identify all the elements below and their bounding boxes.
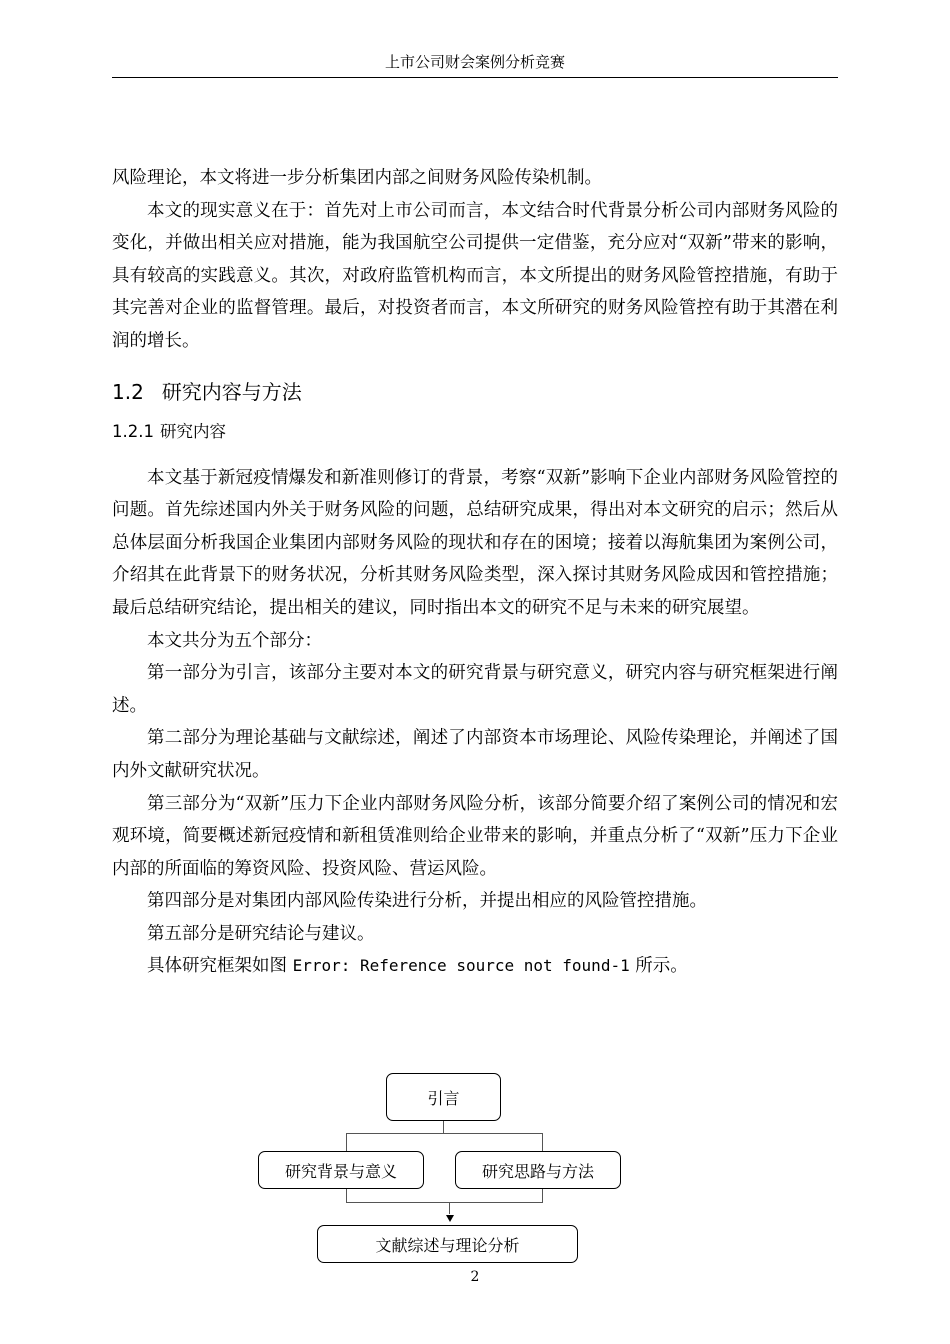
subsection-title: 研究内容: [159, 421, 226, 441]
connector-line: [542, 1189, 543, 1202]
paragraph: 风险理论，本文将进一步分析集团内部之间财务风险传染机制。: [112, 168, 602, 188]
connector-line: [346, 1133, 543, 1134]
broken-reference: Error: Reference source not found-1: [292, 956, 630, 976]
figure-reference-paragraph: [112, 950, 838, 983]
header-rule: [112, 77, 838, 78]
flowchart-box-background: 研究背景与意义: [258, 1151, 424, 1189]
paragraph: 第五部分是研究结论与建议。: [147, 923, 375, 944]
flowchart-box-literature: 文献综述与理论分析: [317, 1225, 578, 1263]
paragraph: 第四部分是对集团内部风险传染进行分析，并提出相应的风险管控措施。: [147, 891, 707, 912]
paragraph: 第三部分为“双新”压力下企业内部财务风险分析，该部分简要介绍了案例公司的情况和宏观环境，简要概述新冠疫情和新租赁准则给企业带来的影响，并重点分析了“双新”压力下企业内部的所面临的筹资风险、投资风险、营运风险。: [112, 793, 838, 879]
reference-lead-text: 具体研究框架如图: [147, 956, 293, 977]
paragraph: 本文的现实意义在于：首先对上市公司而言，本文结合时代背景分析公司内部财务风险的变化，并做出相关应对措施，能为我国航空公司提供一定借鉴，充分应对“双新”带来的影响，具有较高的实践意义。其次，对政府监管机构而言，本文所提出的财务风险管控措施，有助于其完善对企业的监督管理。最后，对投资者而言，本文所研究的财务风险管控有助于其潜在利润的增长。: [112, 200, 838, 351]
paragraph: 第二部分为理论基础与文献综述，阐述了内部资本市场理论、风险传染理论，并阐述了国内外文献研究状况。: [112, 728, 838, 781]
connector-line: [449, 1202, 450, 1214]
arrow-head-icon: [446, 1215, 454, 1222]
section-title: 研究内容与方法: [161, 379, 302, 404]
main-content: [112, 162, 838, 983]
connector-line: [346, 1202, 543, 1203]
subsection-heading: [112, 420, 838, 444]
flowchart-box-intro: 引言: [386, 1073, 501, 1121]
section-number: 1.2: [112, 379, 144, 404]
reference-tail-text: 所示。: [629, 956, 688, 977]
connector-line: [443, 1121, 444, 1133]
paragraph: 本文基于新冠疫情爆发和新准则修订的背景，考察“双新”影响下企业内部财务风险管控的问题。首先综述国内外关于财务风险的问题，总结研究成果，得出对本文研究的启示；然后从总体层面分析我国企业集团内部财务风险的现状和存在的困境；接着以海航集团为案例公司，介绍其在此背景下的财务状况，分析其财务风险类型，深入探讨其财务风险成因和管控措施；最后总结研究结论，提出相关的建议，同时指出本文的研究不足与未来的研究展望。: [112, 467, 838, 618]
section-heading: [112, 378, 838, 406]
paragraph: 第一部分为引言，该部分主要对本文的研究背景与研究意义，研究内容与研究框架进行阐述。: [112, 663, 838, 716]
connector-line: [542, 1133, 543, 1151]
flowchart-box-approach: 研究思路与方法: [455, 1151, 621, 1189]
running-header: 上市公司财会案例分析竞赛: [384, 53, 565, 71]
subsection-number: 1.2.1: [112, 421, 154, 441]
connector-line: [346, 1189, 347, 1202]
paragraph: 本文共分为五个部分：: [147, 630, 322, 651]
connector-line: [346, 1133, 347, 1151]
page-number: 2: [470, 1269, 480, 1285]
